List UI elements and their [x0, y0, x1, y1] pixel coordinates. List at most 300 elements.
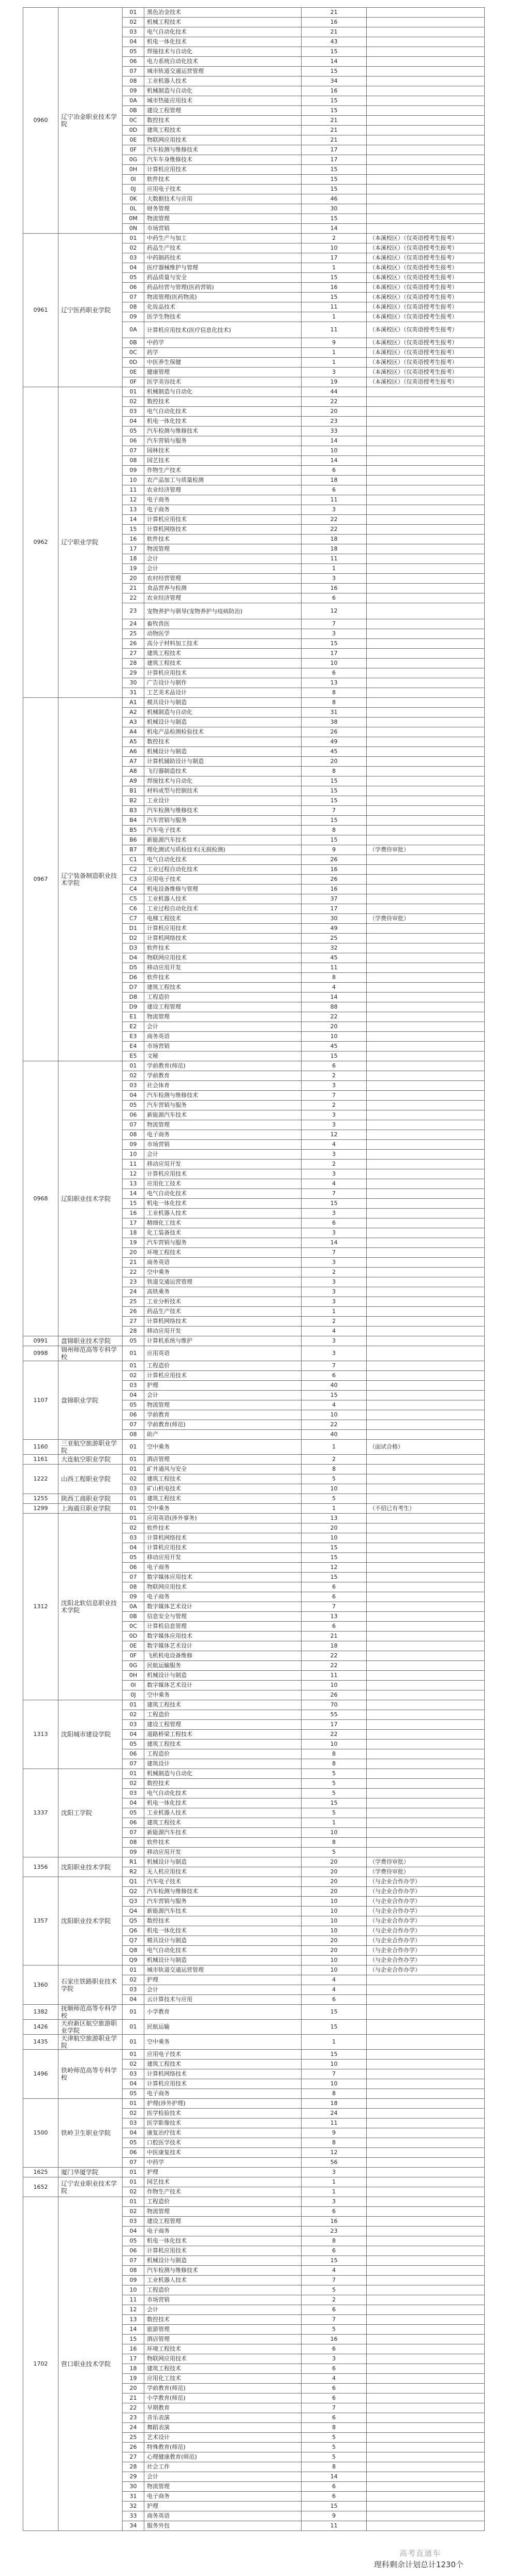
- major-name: 矿山机电技术: [144, 1484, 302, 1494]
- plan-count: 2: [302, 1317, 367, 1327]
- remark: [367, 1410, 485, 1420]
- major-name: 铁道交通运营管理: [144, 1277, 302, 1287]
- major-code: C7: [123, 914, 144, 924]
- major-code: 08: [123, 1838, 144, 1848]
- remark: [367, 727, 485, 737]
- remark: [367, 1720, 485, 1730]
- plan-count: 11: [302, 2521, 367, 2531]
- major-name: 计算机网络技术: [144, 1533, 302, 1543]
- remark: [367, 1465, 485, 1474]
- plan-count: 7: [302, 1091, 367, 1101]
- remark: [367, 525, 485, 535]
- major-name: 电气自动化技术: [144, 855, 302, 865]
- plan-count: 10: [302, 1916, 367, 1926]
- remark: [367, 1218, 485, 1228]
- plan-count: 14: [302, 1238, 367, 1248]
- remark: [367, 747, 485, 757]
- major-code: A6: [123, 747, 144, 757]
- major-name: 学前教育(师范): [144, 1061, 302, 1071]
- major-code: D6: [123, 973, 144, 983]
- plan-count: 15: [302, 1199, 367, 1209]
- major-code: 0G: [123, 1661, 144, 1671]
- major-code: 28: [123, 659, 144, 668]
- major-code: 02: [123, 1071, 144, 1081]
- college-code: 1435: [23, 2035, 58, 2050]
- remark: [367, 554, 485, 564]
- major-code: 09: [123, 1592, 144, 1602]
- plan-count: 21: [302, 126, 367, 135]
- plan-count: 18: [302, 476, 367, 485]
- remark: [367, 1798, 485, 1808]
- major-code: 06: [123, 1563, 144, 1573]
- remark: [367, 1681, 485, 1690]
- major-code: 0E: [123, 1641, 144, 1651]
- plan-count: 37: [302, 894, 367, 904]
- major-code: 0H: [123, 165, 144, 175]
- plan-count: 15: [302, 1573, 367, 1582]
- major-name: 学前教育(师范): [144, 1420, 302, 1430]
- major-code: 18: [123, 2364, 144, 2374]
- plan-count: 10: [302, 2060, 367, 2069]
- major-name: 商务英语: [144, 2511, 302, 2521]
- major-code: E4: [123, 1042, 144, 1051]
- major-code: 11: [123, 2295, 144, 2305]
- remark: [367, 1740, 485, 1749]
- remark: （本溪校区）（仅英语授考生报考）: [367, 293, 485, 302]
- major-code: 28: [123, 1327, 144, 1336]
- major-code: 07: [123, 293, 144, 302]
- major-code: 19: [123, 1238, 144, 1248]
- major-code: 27: [123, 1317, 144, 1327]
- plan-count: 3: [302, 505, 367, 515]
- major-code: 04: [123, 2227, 144, 2236]
- remark: [367, 436, 485, 446]
- major-code: 16: [123, 535, 144, 544]
- major-code: 13: [123, 1179, 144, 1189]
- major-name: 口腔医学技术: [144, 2138, 302, 2148]
- remark: [367, 1169, 485, 1179]
- remark: [367, 1573, 485, 1582]
- major-name: 化工装备技术: [144, 1228, 302, 1238]
- plan-count: 16: [302, 2335, 367, 2344]
- remark: [367, 708, 485, 718]
- major-name: 物流管理(医药物流): [144, 293, 302, 302]
- plan-count: 1: [302, 2187, 367, 2197]
- remark: [367, 574, 485, 584]
- major-code: 13: [123, 2315, 144, 2325]
- remark: [367, 2521, 485, 2531]
- major-code: 0F: [123, 1651, 144, 1661]
- remark: [367, 1690, 485, 1700]
- major-name: 物流管理: [144, 2207, 302, 2217]
- remark: [367, 953, 485, 963]
- major-code: 05: [123, 1808, 144, 1818]
- remark: [367, 77, 485, 86]
- major-code: 17: [123, 2354, 144, 2364]
- remark: [367, 1228, 485, 1238]
- plan-count: 40: [302, 1381, 367, 1391]
- major-name: 软件技术: [144, 535, 302, 544]
- remark: （不招已有考生）: [367, 1504, 485, 1514]
- major-name: 电力系统自动化技术: [144, 57, 302, 67]
- plan-count: 20: [302, 757, 367, 767]
- plan-count: 5: [302, 2452, 367, 2462]
- remark: [367, 2472, 485, 2482]
- major-code: D2: [123, 934, 144, 943]
- remark: [367, 485, 485, 495]
- remark: [367, 865, 485, 875]
- major-name: 广告设计与制作: [144, 678, 302, 688]
- major-name: 物联网应用技术: [144, 2354, 302, 2364]
- college-name: 山西工程职业学院: [58, 1465, 123, 1494]
- plan-count: 43: [302, 37, 367, 47]
- remark: （与企业合作办学）: [367, 1877, 485, 1887]
- plan-count: 3: [302, 2354, 367, 2364]
- remark: [367, 1091, 485, 1101]
- plan-count: 16: [302, 885, 367, 894]
- major-code: Q4: [123, 1907, 144, 1916]
- major-code: 04: [123, 1995, 144, 2005]
- plan-count: 55: [302, 1710, 367, 1720]
- major-name: 园林技术: [144, 446, 302, 456]
- major-name: 数控技术: [144, 2315, 302, 2325]
- major-name: 材料成型与控制技术: [144, 786, 302, 796]
- major-name: 中医养生保健: [144, 358, 302, 368]
- major-code: 08: [123, 2266, 144, 2276]
- major-code: 07: [123, 1120, 144, 1130]
- major-code: 0A: [123, 96, 144, 106]
- table-row: [23, 1346, 485, 1361]
- plan-count: 6: [302, 2207, 367, 2217]
- remark: [367, 855, 485, 865]
- table-row: [23, 2050, 485, 2060]
- plan-count: 10: [302, 1533, 367, 1543]
- major-code: 09: [123, 466, 144, 476]
- major-name: 中药学: [144, 2158, 302, 2168]
- major-name: 药品经营与管理(医药营销): [144, 283, 302, 293]
- college-code: 0962: [23, 387, 58, 698]
- remark: [367, 659, 485, 668]
- remark: [367, 1012, 485, 1022]
- remark: [367, 2452, 485, 2462]
- major-code: 27: [123, 649, 144, 659]
- major-name: 机电产品检测检验技术: [144, 727, 302, 737]
- plan-count: 3: [302, 1287, 367, 1297]
- major-code: 14: [123, 2325, 144, 2335]
- remark: [367, 1042, 485, 1051]
- major-code: 02: [123, 1779, 144, 1789]
- plan-count: 46: [302, 194, 367, 204]
- major-name: 物流管理: [144, 1012, 302, 1022]
- plan-count: 6: [302, 466, 367, 476]
- plan-count: 22: [302, 1661, 367, 1671]
- major-code: 05: [123, 426, 144, 436]
- plan-count: 7: [302, 1248, 367, 1258]
- major-code: E1: [123, 1012, 144, 1022]
- table-row: [23, 2197, 485, 2207]
- plan-count: 15: [302, 2256, 367, 2266]
- plan-count: 10: [302, 1410, 367, 1420]
- plan-count: 15: [302, 273, 367, 283]
- college-name: 辽阳职业技术学院: [58, 1061, 123, 1336]
- major-name: 园艺技术: [144, 456, 302, 466]
- major-code: 03: [123, 407, 144, 417]
- table-row: [23, 1455, 485, 1465]
- major-name: 会计: [144, 554, 302, 564]
- major-name: 会计: [144, 2305, 302, 2315]
- major-code: C6: [123, 904, 144, 914]
- major-name: 食品营养与检测: [144, 584, 302, 593]
- major-name: 建筑工程技术: [144, 1740, 302, 1749]
- major-name: 社会工作: [144, 2462, 302, 2472]
- major-name: 环境工程技术: [144, 1248, 302, 1258]
- major-code: 24: [123, 1287, 144, 1297]
- major-name: 工程造价: [144, 1749, 302, 1759]
- major-name: 应用电子技术: [144, 2050, 302, 2060]
- table-row: [23, 1465, 485, 1474]
- remark: [367, 963, 485, 973]
- major-name: 电子商务: [144, 495, 302, 505]
- major-name: 物流管理: [144, 2482, 302, 2492]
- plan-count: 56: [302, 2158, 367, 2168]
- major-name: 民航运输: [144, 2020, 302, 2035]
- major-code: 04: [123, 2128, 144, 2138]
- major-name: 小学教育(师范): [144, 2394, 302, 2403]
- plan-count: 20: [302, 1936, 367, 1946]
- major-name: 财务管理: [144, 204, 302, 214]
- major-name: 药品生产技术: [144, 1307, 302, 1317]
- remark: [367, 397, 485, 407]
- plan-count: 9: [302, 2511, 367, 2521]
- major-code: 31: [123, 688, 144, 698]
- major-code: 0A: [123, 1602, 144, 1612]
- remark: [367, 2413, 485, 2423]
- college-name: 陕西工商职业学院: [58, 1494, 123, 1504]
- major-code: 04: [123, 2079, 144, 2089]
- major-code: 02: [123, 2060, 144, 2069]
- major-name: 移动应用开发: [144, 1848, 302, 1857]
- plan-count: 17: [302, 904, 367, 914]
- table-body: [23, 8, 485, 2531]
- college-code: 1496: [23, 2050, 58, 2099]
- plan-count: 6: [302, 2384, 367, 2394]
- plan-count: 10: [302, 1828, 367, 1838]
- remark: [367, 1361, 485, 1371]
- major-name: 会计: [144, 2472, 302, 2482]
- remark: （学费待审批）: [367, 845, 485, 855]
- plan-count: 8: [302, 767, 367, 776]
- plan-count: 1: [302, 312, 367, 322]
- plan-count: 22: [302, 525, 367, 535]
- remark: （本溪校区）（仅英语授考生报考）: [367, 253, 485, 263]
- college-code: 1500: [23, 2099, 58, 2168]
- remark: （与企业合作办学）: [367, 1897, 485, 1907]
- plan-count: 3: [302, 368, 367, 377]
- plan-count: 7: [302, 2403, 367, 2413]
- remark: [367, 1985, 485, 1995]
- plan-count: 11: [302, 322, 367, 338]
- major-name: 康复治疗技术: [144, 2128, 302, 2138]
- major-name: 作物生产技术: [144, 466, 302, 476]
- remark: [367, 1592, 485, 1602]
- plan-count: 14: [302, 436, 367, 446]
- college-name: 天府新区航空旅游职业学院: [58, 2020, 123, 2035]
- remark: [367, 2433, 485, 2443]
- plan-count: 20: [302, 407, 367, 417]
- plan-count: 4: [302, 1975, 367, 1985]
- remark: [367, 2158, 485, 2168]
- major-code: 05: [123, 1740, 144, 1749]
- college-name: 大连航空职业学院: [58, 1455, 123, 1465]
- major-code: B1: [123, 786, 144, 796]
- college-code: 1382: [23, 2005, 58, 2020]
- major-name: 电气自动化技术: [144, 1946, 302, 1956]
- major-code: 05: [123, 1336, 144, 1346]
- major-code: 01: [123, 2035, 144, 2050]
- plan-count: 15: [302, 214, 367, 224]
- major-name: 数控技术: [144, 397, 302, 407]
- plan-count: 3: [302, 1120, 367, 1130]
- major-name: 空中乘务: [144, 1690, 302, 1700]
- major-name: 城市轨道交通运营管理: [144, 67, 302, 77]
- major-name: 机械制造与自动化: [144, 708, 302, 718]
- remark: [367, 2138, 485, 2148]
- major-name: 工业机器人技术: [144, 2276, 302, 2285]
- major-name: 计算机应用技术: [144, 515, 302, 525]
- major-name: 机电一体化技术: [144, 37, 302, 47]
- remark: [367, 535, 485, 544]
- remark: [367, 135, 485, 145]
- major-code: 20: [123, 2384, 144, 2394]
- plan-count: 6: [302, 2246, 367, 2256]
- major-code: 08: [123, 1130, 144, 1140]
- plan-count: 5: [302, 1848, 367, 1857]
- plan-count: 15: [302, 776, 367, 786]
- major-name: 商务英语: [144, 1032, 302, 1042]
- remark: [367, 1371, 485, 1381]
- major-name: 学前教育(师范): [144, 2384, 302, 2394]
- plan-count: 10: [302, 1484, 367, 1494]
- remark: [367, 1700, 485, 1710]
- remark: [367, 619, 485, 629]
- remark: [367, 776, 485, 786]
- plan-count: 11: [302, 495, 367, 505]
- plan-count: 22: [302, 515, 367, 525]
- remark: [367, 1248, 485, 1258]
- plan-count: 14: [302, 57, 367, 67]
- major-code: 32: [123, 2502, 144, 2511]
- remark: [367, 718, 485, 727]
- plan-count: 8: [302, 2138, 367, 2148]
- major-name: 汽车检测与维修技术: [144, 1091, 302, 1101]
- major-code: 22: [123, 1268, 144, 1277]
- major-code: R1: [123, 1857, 144, 1867]
- table-row: [23, 1700, 485, 1710]
- remark: [367, 1179, 485, 1189]
- plan-count: 15: [302, 2050, 367, 2060]
- major-name: 建筑工程技术: [144, 649, 302, 659]
- remark: [367, 806, 485, 816]
- remark: （本溪校区）（仅英语授考生报考）: [367, 358, 485, 368]
- remark: [367, 2187, 485, 2197]
- major-code: B2: [123, 796, 144, 806]
- plan-count: 44: [302, 387, 367, 397]
- college-name: 铁岭卫生职业学院: [58, 2099, 123, 2168]
- plan-count: 15: [302, 185, 367, 194]
- plan-count: 6: [302, 2394, 367, 2403]
- table-row: [23, 1769, 485, 1779]
- major-code: D1: [123, 924, 144, 934]
- plan-count: 4: [302, 2266, 367, 2276]
- plan-count: 40: [302, 1430, 367, 1440]
- table-row: [23, 8, 485, 18]
- plan-count: 34: [302, 77, 367, 86]
- major-code: 07: [123, 1420, 144, 1430]
- major-code: 18: [123, 1228, 144, 1238]
- remark: [367, 1759, 485, 1769]
- plan-count: 3: [302, 1277, 367, 1287]
- major-code: B5: [123, 826, 144, 835]
- major-code: A2: [123, 708, 144, 718]
- plan-count: 15: [302, 835, 367, 845]
- remark: [367, 2492, 485, 2502]
- major-name: 工程造价: [144, 1361, 302, 1371]
- major-name: 汽车车身维修技术: [144, 155, 302, 165]
- major-name: 工业设计: [144, 796, 302, 806]
- major-code: 23: [123, 603, 144, 619]
- major-name: 城市热能应用技术: [144, 96, 302, 106]
- major-code: 0L: [123, 204, 144, 214]
- plan-count: 15: [302, 47, 367, 57]
- major-code: 04: [123, 1391, 144, 1400]
- college-name: 沈阳工学院: [58, 1769, 123, 1857]
- remark: [367, 2109, 485, 2118]
- remark: [367, 1494, 485, 1504]
- remark: [367, 1391, 485, 1400]
- plan-count: 7: [302, 2315, 367, 2325]
- plan-count: 1: [302, 1307, 367, 1317]
- remark: [367, 2035, 485, 2050]
- table-row: [23, 1514, 485, 1523]
- remark: [367, 1808, 485, 1818]
- major-name: 会计: [144, 564, 302, 574]
- plan-count: 6: [302, 1592, 367, 1602]
- plan-count: 8: [302, 2423, 367, 2433]
- major-name: 移动应用开发: [144, 963, 302, 973]
- college-code: 1312: [23, 1514, 58, 1700]
- plan-count: 13: [302, 1612, 367, 1622]
- major-name: 中药生产与加工: [144, 234, 302, 243]
- plan-count: 21: [302, 135, 367, 145]
- plan-count: 3: [302, 2168, 367, 2177]
- major-name: 健康管理: [144, 368, 302, 377]
- major-name: 空中乘务: [144, 2035, 302, 2050]
- major-code: 28: [123, 2462, 144, 2472]
- remark: [367, 466, 485, 476]
- remark: [367, 1400, 485, 1410]
- major-name: 应用化工技术: [144, 1179, 302, 1189]
- remark: [367, 737, 485, 747]
- plan-count: 21: [302, 8, 367, 18]
- major-name: 应用英语: [144, 1346, 302, 1361]
- major-name: 计算机应用技术: [144, 924, 302, 934]
- major-code: C4: [123, 885, 144, 894]
- remark: [367, 1258, 485, 1268]
- remark: [367, 1160, 485, 1169]
- remark: [367, 2295, 485, 2305]
- remark: [367, 2118, 485, 2128]
- major-code: 01: [123, 2197, 144, 2207]
